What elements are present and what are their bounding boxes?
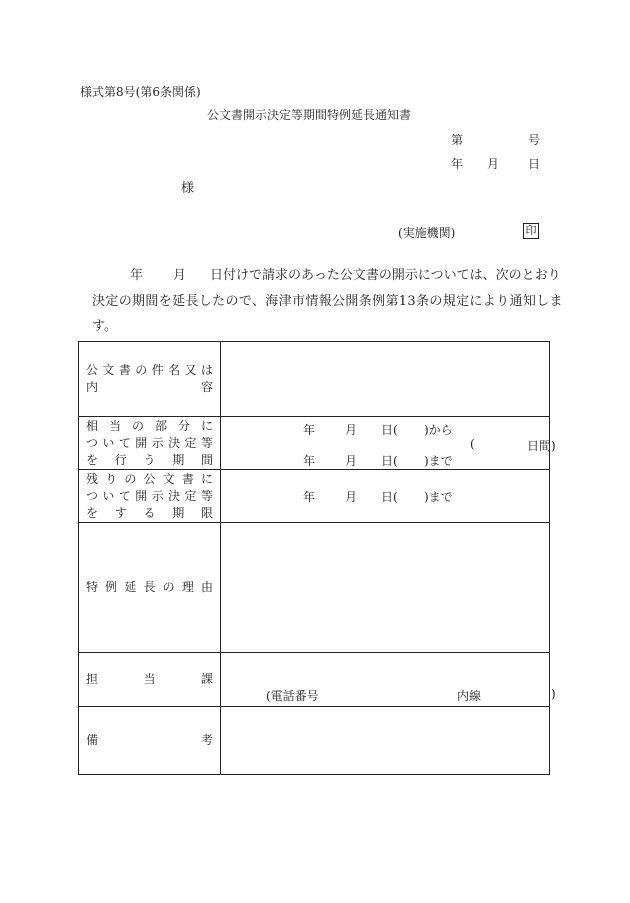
value-remaining-deadline[interactable]: [221, 470, 550, 523]
label-period-line2: ついて開示決定等: [86, 435, 213, 450]
value-remarks[interactable]: [221, 707, 550, 775]
addressee-suffix: 様: [181, 181, 195, 196]
body-line-1-text: 日付けで請求のあった公文書の開示については、次のとおり: [210, 268, 561, 283]
value-extended-period[interactable]: [221, 417, 556, 470]
row-remarks: [79, 707, 550, 775]
label-remarks-text: 備考: [86, 733, 213, 747]
body-month: 月: [173, 268, 187, 283]
phone-label: (電話番号: [266, 689, 319, 703]
row-reason: [79, 523, 550, 653]
seal-mark: 印: [523, 223, 539, 239]
row-extended-period: [79, 417, 550, 470]
to-day: 日(: [381, 454, 398, 468]
label-department: [79, 653, 221, 707]
date-year: 年: [451, 157, 464, 171]
label-period-line1: 相当の部分に: [86, 418, 213, 433]
value-department[interactable]: [221, 653, 556, 707]
body-line-1: [130, 263, 561, 289]
row-remaining-deadline: [79, 470, 550, 523]
row-subject: [79, 342, 550, 417]
to-close: )まで: [424, 454, 453, 468]
label-subject: [79, 342, 221, 417]
label-remaining-line1: 残りの公文書に: [86, 471, 213, 486]
form-table: [78, 341, 556, 775]
deadline-month: 月: [345, 490, 358, 504]
label-remaining-line2: ついて開示決定等: [86, 488, 213, 503]
to-month: 月: [345, 454, 358, 468]
from-year: 年: [303, 423, 316, 437]
number-dai: 第: [451, 133, 464, 147]
value-reason[interactable]: [221, 523, 550, 653]
label-period-line3: を行う期間: [86, 452, 213, 467]
deadline-day: 日(: [381, 490, 398, 504]
to-year: 年: [303, 454, 316, 468]
extension-label: 内線: [457, 689, 482, 703]
days-unit: 日間): [527, 439, 556, 453]
agency-label: (実施機関): [398, 226, 456, 240]
deadline-close: )まで: [424, 490, 453, 504]
label-remarks: [79, 707, 221, 775]
label-subject-left: 内: [86, 380, 99, 394]
body-year: 年: [130, 268, 144, 283]
from-day: 日(: [381, 423, 398, 437]
body-line-2: 決定の期間を延長したので、海津市情報公開条例第13条の規定により通知しま: [92, 294, 563, 309]
label-remaining-line3: をする期限: [86, 505, 213, 520]
label-subject-right: 容: [200, 380, 213, 394]
row-department: [79, 653, 550, 707]
deadline-year: 年: [303, 490, 316, 504]
from-close: )から: [424, 423, 453, 437]
label-remaining-deadline: [79, 470, 221, 523]
label-subject-line1: 公文書の件名又は: [86, 363, 213, 377]
label-extended-period: [79, 417, 221, 470]
body-line-3: す。: [92, 319, 117, 334]
document-title: 公文書開示決定等期間特例延長通知書: [207, 108, 412, 122]
date-month: 月: [487, 157, 500, 171]
date-day: 日: [528, 157, 541, 171]
days-open: (: [470, 437, 475, 451]
from-month: 月: [345, 423, 358, 437]
label-department-text: 担当課: [86, 672, 213, 686]
label-reason: [79, 523, 221, 653]
number-go: 号: [528, 133, 541, 147]
value-subject[interactable]: [221, 342, 550, 417]
form-number: 様式第8号(第6条関係): [80, 85, 201, 99]
label-reason-text: 特例延長の理由: [86, 580, 213, 594]
phone-close: ): [551, 687, 556, 701]
